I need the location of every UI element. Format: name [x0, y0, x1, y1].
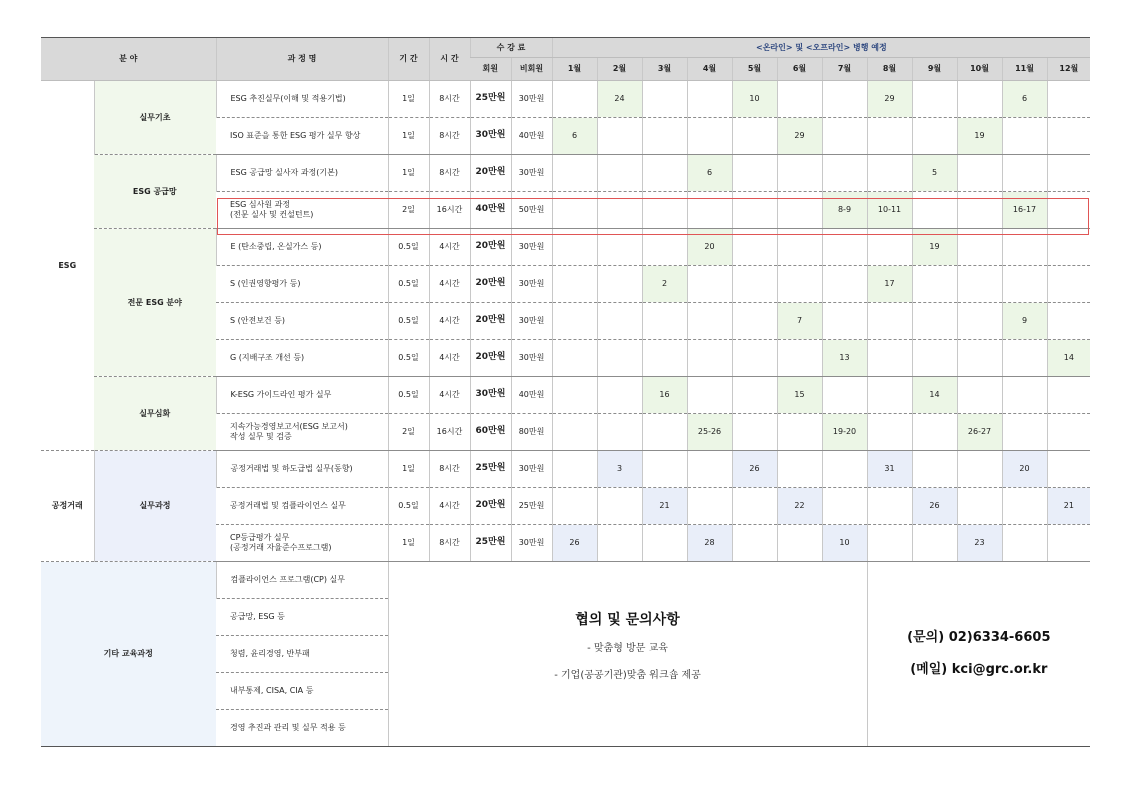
month-cell — [1002, 118, 1047, 155]
nonmember-fee: 30만원 — [511, 303, 552, 340]
month-cell: 6 — [1002, 81, 1047, 118]
month-cell — [777, 525, 822, 562]
course-name: 지속가능경영보고서(ESG 보고서) 작성 실무 및 검증 — [216, 414, 388, 451]
month-cell — [777, 192, 822, 229]
month-cell: 26 — [732, 451, 777, 488]
month-cell — [912, 303, 957, 340]
course-hours: 4시간 — [429, 229, 470, 266]
month-cell — [642, 118, 687, 155]
course-name: CP등급평가 실무 (공정거래 자율준수프로그램) — [216, 525, 388, 562]
month-cell: 23 — [957, 525, 1002, 562]
month-cell — [777, 229, 822, 266]
contact-email: (메일) kci@grc.or.kr — [910, 662, 1048, 677]
course-name: 공정거래법 및 컴플라이언스 실무 — [216, 488, 388, 525]
month-cell — [957, 155, 1002, 192]
member-fee: 25만원 — [470, 451, 511, 488]
month-cell — [732, 377, 777, 414]
member-fee: 40만원 — [470, 192, 511, 229]
month-cell: 9 — [1002, 303, 1047, 340]
course-row — [41, 451, 1090, 488]
month-cell: 10-11 — [867, 192, 912, 229]
other-course-row — [41, 562, 1090, 599]
month-cell: 19-20 — [822, 414, 867, 451]
month-cell: 26 — [552, 525, 597, 562]
month-cell — [552, 155, 597, 192]
month-cell — [822, 266, 867, 303]
month-cell — [732, 155, 777, 192]
month-cell — [957, 266, 1002, 303]
month-cell — [597, 414, 642, 451]
course-hours: 16시간 — [429, 414, 470, 451]
month-cell — [1002, 488, 1047, 525]
month-cell — [822, 229, 867, 266]
header-month-3: 3월 — [642, 58, 687, 81]
month-cell: 8-9 — [822, 192, 867, 229]
course-period: 0.5일 — [388, 229, 429, 266]
course-name: S (인권영향평가 등) — [216, 266, 388, 303]
month-cell — [912, 118, 957, 155]
month-cell — [777, 414, 822, 451]
month-cell — [1047, 229, 1090, 266]
nonmember-fee: 30만원 — [511, 525, 552, 562]
nonmember-fee: 80만원 — [511, 414, 552, 451]
month-cell — [732, 192, 777, 229]
course-period: 1일 — [388, 118, 429, 155]
nonmember-fee: 50만원 — [511, 192, 552, 229]
course-period: 0.5일 — [388, 266, 429, 303]
month-cell — [822, 451, 867, 488]
month-cell — [732, 340, 777, 377]
header-month-11: 11월 — [1002, 58, 1047, 81]
month-cell — [552, 377, 597, 414]
header-period: 기 간 — [388, 38, 429, 81]
month-cell: 20 — [1002, 451, 1047, 488]
month-cell — [687, 377, 732, 414]
course-period: 0.5일 — [388, 377, 429, 414]
month-cell — [687, 488, 732, 525]
month-cell — [822, 377, 867, 414]
month-cell — [552, 81, 597, 118]
month-cell — [642, 525, 687, 562]
course-row — [41, 377, 1090, 414]
header-plan-title: <온라인> 및 <오프라인> 병행 예정 — [552, 38, 1090, 58]
month-cell — [957, 81, 1002, 118]
month-cell: 16 — [642, 377, 687, 414]
month-cell — [1002, 266, 1047, 303]
header-month-7: 7월 — [822, 58, 867, 81]
header-hours: 시 간 — [429, 38, 470, 81]
group-esg: ESG — [41, 81, 94, 451]
month-cell — [642, 81, 687, 118]
month-cell — [597, 229, 642, 266]
header-month-10: 10월 — [957, 58, 1002, 81]
course-hours: 4시간 — [429, 488, 470, 525]
month-cell — [1002, 525, 1047, 562]
month-cell — [1002, 414, 1047, 451]
course-row — [41, 155, 1090, 192]
month-cell — [732, 488, 777, 525]
header-nonmember: 비회원 — [511, 58, 552, 81]
month-cell — [822, 488, 867, 525]
month-cell — [867, 303, 912, 340]
nonmember-fee: 40만원 — [511, 377, 552, 414]
month-cell: 10 — [732, 81, 777, 118]
course-hours: 8시간 — [429, 118, 470, 155]
month-cell: 29 — [867, 81, 912, 118]
month-cell — [597, 525, 642, 562]
month-cell — [642, 192, 687, 229]
member-fee: 20만원 — [470, 229, 511, 266]
month-cell — [867, 488, 912, 525]
other-course-name: 청렴, 윤리경영, 반부패 — [216, 636, 388, 673]
month-cell — [1047, 118, 1090, 155]
month-cell — [1047, 525, 1090, 562]
nonmember-fee: 30만원 — [511, 155, 552, 192]
month-cell — [642, 451, 687, 488]
course-hours: 4시간 — [429, 340, 470, 377]
month-cell — [687, 340, 732, 377]
course-name: ESG 추진실무(이해 및 적용기법) — [216, 81, 388, 118]
course-name: ISO 표준을 통한 ESG 평가 실무 향상 — [216, 118, 388, 155]
month-cell — [1002, 229, 1047, 266]
course-hours: 4시간 — [429, 303, 470, 340]
month-cell — [867, 118, 912, 155]
member-fee: 30만원 — [470, 377, 511, 414]
month-cell: 26 — [912, 488, 957, 525]
month-cell — [552, 340, 597, 377]
header-month-5: 5월 — [732, 58, 777, 81]
subcat-basic: 실무기초 — [94, 81, 216, 155]
subcat-advanced: 실무심화 — [94, 377, 216, 451]
month-cell — [912, 81, 957, 118]
month-cell — [597, 488, 642, 525]
month-cell — [597, 155, 642, 192]
header-course: 과 정 명 — [216, 38, 388, 81]
course-hours: 16시간 — [429, 192, 470, 229]
course-name: G (지배구조 개선 등) — [216, 340, 388, 377]
month-cell: 20 — [687, 229, 732, 266]
inquiry-title: 협의 및 문의사항 — [575, 611, 680, 628]
month-cell — [777, 266, 822, 303]
month-cell: 10 — [822, 525, 867, 562]
header-month-4: 4월 — [687, 58, 732, 81]
month-cell: 29 — [777, 118, 822, 155]
month-cell: 26-27 — [957, 414, 1002, 451]
nonmember-fee: 40만원 — [511, 118, 552, 155]
month-cell — [687, 303, 732, 340]
course-name: 공정거래법 및 하도급법 실무(동향) — [216, 451, 388, 488]
month-cell — [867, 340, 912, 377]
member-fee: 20만원 — [470, 155, 511, 192]
member-fee: 30만원 — [470, 118, 511, 155]
course-period: 0.5일 — [388, 488, 429, 525]
month-cell — [642, 303, 687, 340]
month-cell — [957, 340, 1002, 377]
month-cell: 16-17 — [1002, 192, 1047, 229]
month-cell — [957, 451, 1002, 488]
nonmember-fee: 30만원 — [511, 81, 552, 118]
month-cell — [822, 303, 867, 340]
course-period: 1일 — [388, 451, 429, 488]
month-cell — [777, 155, 822, 192]
month-cell — [552, 451, 597, 488]
course-hours: 8시간 — [429, 525, 470, 562]
month-cell — [1047, 81, 1090, 118]
course-name: E (탄소중립, 온실가스 등) — [216, 229, 388, 266]
month-cell — [822, 155, 867, 192]
month-cell — [1002, 340, 1047, 377]
month-cell — [597, 266, 642, 303]
month-cell: 19 — [957, 118, 1002, 155]
month-cell: 25-26 — [687, 414, 732, 451]
month-cell — [777, 340, 822, 377]
month-cell — [732, 118, 777, 155]
month-cell — [867, 414, 912, 451]
month-cell: 14 — [1047, 340, 1090, 377]
month-cell — [597, 303, 642, 340]
other-course-name: 컴플라이언스 프로그램(CP) 실무 — [216, 562, 388, 599]
inquiry-line-2: - 기업(공공기관)맞춤 워크숍 제공 — [554, 669, 701, 681]
month-cell — [867, 229, 912, 266]
month-cell — [912, 525, 957, 562]
month-cell: 6 — [687, 155, 732, 192]
header-month-2: 2월 — [597, 58, 642, 81]
month-cell: 22 — [777, 488, 822, 525]
course-name: ESG 공급망 실사자 과정(기본) — [216, 155, 388, 192]
month-cell — [687, 451, 732, 488]
header-member: 회원 — [470, 58, 511, 81]
month-cell — [822, 118, 867, 155]
month-cell — [912, 451, 957, 488]
month-cell — [912, 340, 957, 377]
month-cell — [597, 377, 642, 414]
other-course-name: 내부통제, CISA, CIA 등 — [216, 673, 388, 710]
course-row — [41, 81, 1090, 118]
group-other: 기타 교육과정 — [41, 562, 216, 747]
month-cell — [642, 340, 687, 377]
schedule-table — [41, 37, 1090, 747]
subcat-supply: ESG 공급망 — [94, 155, 216, 229]
month-cell — [1047, 451, 1090, 488]
month-cell — [732, 266, 777, 303]
month-cell: 24 — [597, 81, 642, 118]
month-cell — [732, 229, 777, 266]
course-name: S (안전보건 등) — [216, 303, 388, 340]
course-hours: 4시간 — [429, 266, 470, 303]
member-fee: 20만원 — [470, 266, 511, 303]
header-fee: 수 강 료 — [470, 38, 552, 58]
header-month-9: 9월 — [912, 58, 957, 81]
month-cell — [552, 414, 597, 451]
month-cell: 5 — [912, 155, 957, 192]
nonmember-fee: 25만원 — [511, 488, 552, 525]
other-course-name: 경영 추진과 관리 및 실무 적용 등 — [216, 710, 388, 747]
course-period: 0.5일 — [388, 340, 429, 377]
month-cell — [867, 525, 912, 562]
month-cell — [552, 229, 597, 266]
month-cell: 13 — [822, 340, 867, 377]
month-cell — [957, 229, 1002, 266]
inquiry-box — [388, 562, 867, 747]
month-cell — [552, 488, 597, 525]
nonmember-fee: 30만원 — [511, 229, 552, 266]
month-cell — [732, 303, 777, 340]
month-cell — [912, 266, 957, 303]
header-month-8: 8월 — [867, 58, 912, 81]
course-hours: 8시간 — [429, 451, 470, 488]
month-cell — [912, 414, 957, 451]
contact-phone: (문의) 02)6334-6605 — [907, 629, 1051, 645]
month-cell — [552, 192, 597, 229]
month-cell — [1047, 155, 1090, 192]
course-period: 0.5일 — [388, 303, 429, 340]
header-month-6: 6월 — [777, 58, 822, 81]
month-cell — [1047, 303, 1090, 340]
member-fee: 60만원 — [470, 414, 511, 451]
nonmember-fee: 30만원 — [511, 340, 552, 377]
contact-box — [867, 562, 1090, 747]
month-cell — [642, 155, 687, 192]
member-fee: 20만원 — [470, 303, 511, 340]
header-month-12: 12월 — [1047, 58, 1090, 81]
course-period: 1일 — [388, 525, 429, 562]
member-fee: 25만원 — [470, 81, 511, 118]
month-cell — [777, 451, 822, 488]
group-fair: 공정거래 — [41, 451, 94, 562]
month-cell — [552, 303, 597, 340]
month-cell — [957, 488, 1002, 525]
header-month-1: 1월 — [552, 58, 597, 81]
inquiry-line-1: - 맞춤형 방문 교육 — [587, 643, 668, 655]
month-cell — [867, 155, 912, 192]
month-cell: 3 — [597, 451, 642, 488]
month-cell — [732, 414, 777, 451]
month-cell: 31 — [867, 451, 912, 488]
course-period: 2일 — [388, 192, 429, 229]
month-cell: 28 — [687, 525, 732, 562]
month-cell: 17 — [867, 266, 912, 303]
month-cell — [1047, 266, 1090, 303]
member-fee: 25만원 — [470, 525, 511, 562]
month-cell — [597, 340, 642, 377]
month-cell: 14 — [912, 377, 957, 414]
month-cell: 2 — [642, 266, 687, 303]
month-cell — [642, 414, 687, 451]
month-cell — [957, 303, 1002, 340]
month-cell — [1047, 414, 1090, 451]
month-cell — [867, 377, 912, 414]
course-hours: 8시간 — [429, 155, 470, 192]
month-cell: 21 — [1047, 488, 1090, 525]
nonmember-fee: 30만원 — [511, 266, 552, 303]
month-cell — [957, 192, 1002, 229]
month-cell — [1002, 377, 1047, 414]
course-period: 2일 — [388, 414, 429, 451]
course-hours: 8시간 — [429, 81, 470, 118]
course-period: 1일 — [388, 155, 429, 192]
course-period: 1일 — [388, 81, 429, 118]
month-cell — [687, 192, 732, 229]
member-fee: 20만원 — [470, 488, 511, 525]
month-cell: 21 — [642, 488, 687, 525]
month-cell — [957, 377, 1002, 414]
month-cell: 6 — [552, 118, 597, 155]
other-course-name: 공급망, ESG 등 — [216, 599, 388, 636]
month-cell — [732, 525, 777, 562]
month-cell: 7 — [777, 303, 822, 340]
course-name: ESG 심사원 과정 (전문 실사 및 컨설턴트) — [216, 192, 388, 229]
month-cell — [912, 192, 957, 229]
subcat-fairpractice: 실무과정 — [94, 451, 216, 562]
month-cell — [1002, 155, 1047, 192]
month-cell — [552, 266, 597, 303]
month-cell — [822, 81, 867, 118]
month-cell — [1047, 192, 1090, 229]
subcat-expert: 전문 ESG 분야 — [94, 229, 216, 377]
month-cell — [597, 192, 642, 229]
month-cell — [642, 229, 687, 266]
month-cell — [597, 118, 642, 155]
month-cell — [1047, 377, 1090, 414]
header-field: 분 야 — [41, 38, 216, 81]
course-name: K-ESG 가이드라인 평가 실무 — [216, 377, 388, 414]
month-cell — [687, 118, 732, 155]
month-cell — [777, 81, 822, 118]
month-cell: 19 — [912, 229, 957, 266]
month-cell — [687, 266, 732, 303]
course-hours: 4시간 — [429, 377, 470, 414]
course-row — [41, 229, 1090, 266]
month-cell — [687, 81, 732, 118]
month-cell: 15 — [777, 377, 822, 414]
nonmember-fee: 30만원 — [511, 451, 552, 488]
member-fee: 20만원 — [470, 340, 511, 377]
